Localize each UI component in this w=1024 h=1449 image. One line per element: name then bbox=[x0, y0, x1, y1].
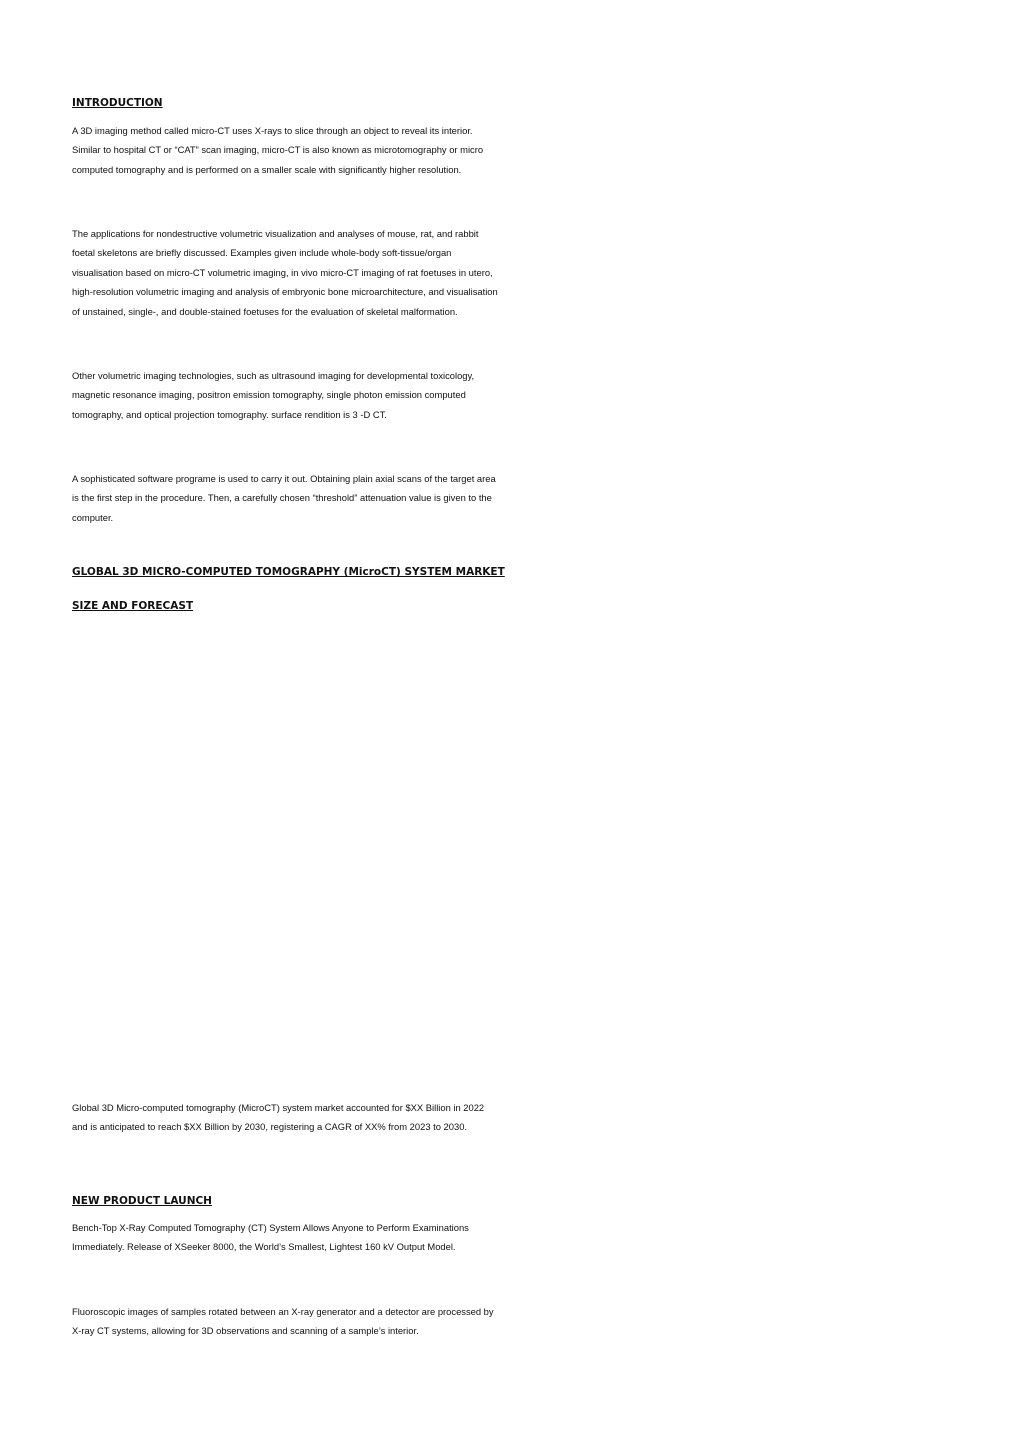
market-heading-line-2: SIZE AND FORECAST bbox=[72, 600, 194, 612]
new-product-launch-heading: NEW PRODUCT LAUNCH bbox=[72, 1195, 212, 1207]
introduction-paragraph-2: The applications for nondestructive volumetric visualization and analyses of mouse, rat, and rabbit foetal skeletons are briefly discussed. Examples given include whole-body soft-tissue/organ visualisation based on micro-CT volumetric imaging, in vivo micro-CT imaging of rat foetuses in utero, high-resolution volumetric imaging and analysis of embryonic bone microarchitecture, and visualisation of unstained, single-, and double-stained foetuses for the evaluation of skeletal malformation. bbox=[72, 228, 498, 317]
market-heading-line-1: GLOBAL 3D MICRO-COMPUTED TOMOGRAPHY (MicroCT) SYSTEM MARKET bbox=[72, 566, 505, 578]
introduction-paragraph-4: A sophisticated software programe is used to carry it out. Obtaining plain axial scans of the target area is the first step in the procedure. Then, a carefully chosen “threshold” attenuation value is given to the computer. bbox=[72, 473, 496, 523]
market-paragraph-1: Global 3D Micro-computed tomography (MicroCT) system market accounted for $XX Billion in 2022 and is anticipated to reach $XX Billion by 2030, registering a CAGR of XX% from 2023 to 2030. bbox=[72, 1102, 485, 1133]
launch-paragraph-1: Bench-Top X-Ray Computed Tomography (CT) System Allows Anyone to Perform Examinations Immediately. Release of XSeeker 8000, the World’s Smallest, Lightest 160 kV Output Model. bbox=[72, 1222, 469, 1253]
introduction-heading: INTRODUCTION bbox=[72, 97, 163, 109]
launch-paragraph-2: Fluoroscopic images of samples rotated between an X-ray generator and a detector are processed by X-ray CT systems, allowing for 3D observations and scanning of a sample’s interior. bbox=[72, 1306, 494, 1337]
introduction-paragraph-3: Other volumetric imaging technologies, such as ultrasound imaging for developmental toxicology, magnetic resonance imaging, positron emission tomography, single photon emission computed tomography, and optical projection tomography. surface rendition is 3 -D CT. bbox=[72, 370, 475, 420]
introduction-paragraph-1: A 3D imaging method called micro-CT uses X-rays to slice through an object to reveal its interior. Similar to hospital CT or “CAT” scan imaging, micro-CT is also known as microtomography or micro computed tomography and is performed on a smaller scale with significantly higher resolution. bbox=[72, 125, 484, 175]
